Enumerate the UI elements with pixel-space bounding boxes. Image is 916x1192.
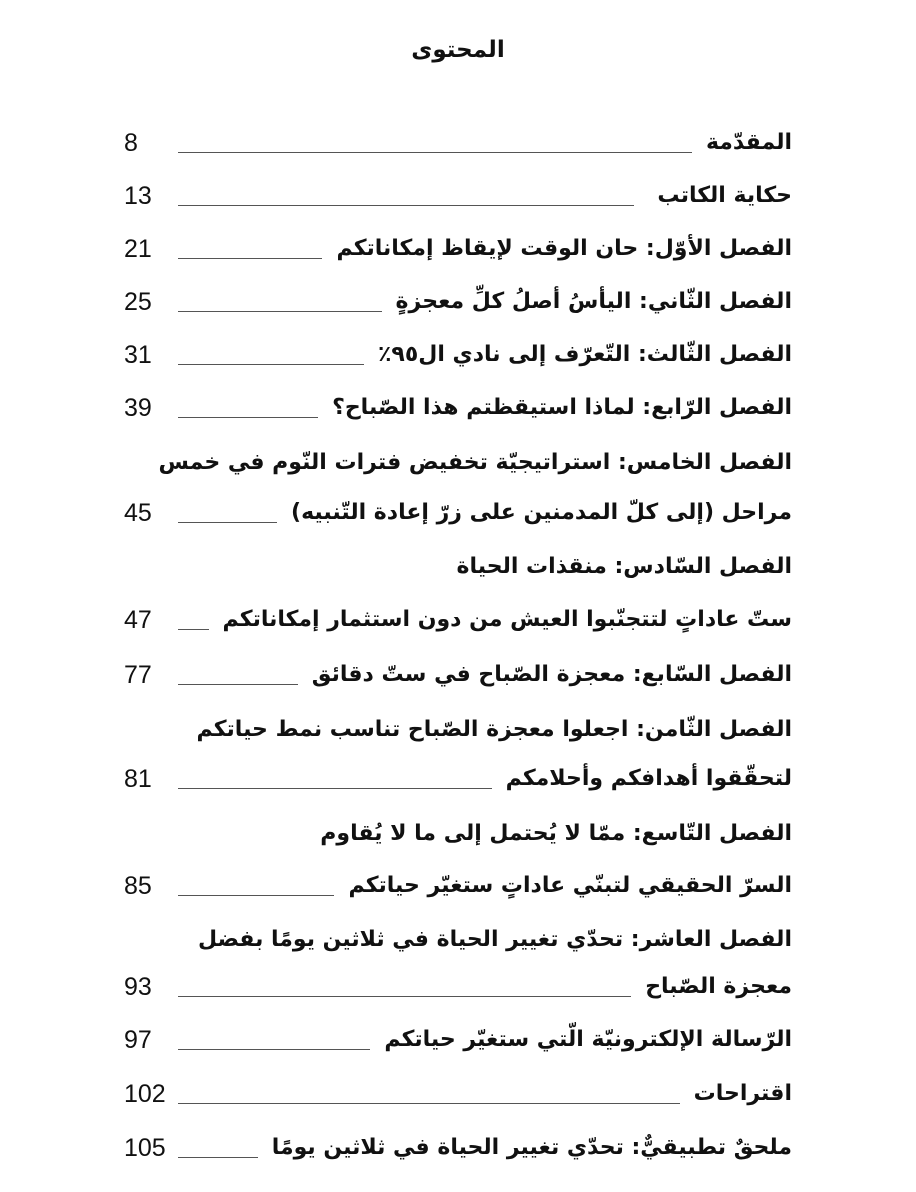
toc-entry-suggestions[interactable] [120,1072,792,1116]
leader-line [178,1157,258,1158]
leader-line [178,895,334,896]
leader-line [178,311,382,312]
leader-line [178,996,631,997]
page-number: 45 [124,499,152,527]
toc-entry-chapter-1[interactable] [120,227,792,271]
toc-entry-chapter-10-continuation[interactable] [120,965,792,1009]
entry-title-continuation: السرّ الحقيقي لتبنّي عاداتٍ ستغيّر حياتكم [348,873,792,898]
toc-entry-email[interactable] [120,1018,792,1062]
entry-title: الفصل الثّاني: اليأسُ أصلُ كلِّ معجزةٍ [395,289,792,314]
leader-line [178,364,364,365]
leader-line [178,522,277,523]
page-number: 81 [124,765,152,793]
page-number: 93 [124,973,152,1001]
toc-entry-appendix[interactable] [120,1126,792,1170]
page-number: 25 [124,288,152,316]
leader-line [178,417,318,418]
entry-title: الفصل الثّامن: اجعلوا معجزة الصّباح تناسب نمط حياتكم [196,717,792,742]
page-number: 8 [124,129,138,157]
leader-line [178,1049,370,1050]
entry-title: الفصل العاشر: تحدّي تغيير الحياة في ثلاثين يومًا بفضل [197,927,792,952]
page-number: 77 [124,661,152,689]
entry-title: ملحقٌ تطبيقيٌّ: تحدّي تغيير الحياة في ثلاثين يومًا [271,1135,792,1160]
toc-entry-chapter-9-continuation[interactable] [120,864,792,908]
toc-entry-chapter-4[interactable] [120,386,792,430]
entry-title: الفصل الخامس: استراتيجيّة تخفيض فترات النّوم في خمس [158,450,792,475]
page-number: 39 [124,394,152,422]
entry-title: الفصل الأوّل: حان الوقت لإيقاظ إمكاناتكم [336,236,792,261]
page-number: 13 [124,182,152,210]
page-title: المحتوى [411,37,505,63]
entry-title: الفصل الثّالث: التّعرّف إلى نادي ال٩٥٪ [377,342,792,367]
toc-entry-chapter-7[interactable] [120,653,792,697]
page-number: 21 [124,235,152,263]
toc-entry-chapter-8[interactable] [120,708,792,752]
entry-title-continuation: ستّ عاداتٍ لتتجنّبوا العيش من دون استثمار إمكاناتكم [222,607,792,632]
leader-line [178,684,298,685]
toc-entry-chapter-5[interactable] [120,441,792,485]
entry-title: المقدّمة [705,130,792,155]
toc-entry-chapter-6[interactable] [120,545,792,589]
leader-line [178,205,634,206]
entry-title-continuation: مراحل (إلى كلّ المدمنين على زرّ إعادة التّنبيه) [291,500,792,525]
toc-entry-chapter-6-continuation[interactable] [120,598,792,642]
toc-entry-chapter-9[interactable] [120,812,792,856]
leader-line [178,629,209,630]
entry-title: الرّسالة الإلكترونيّة الّتي ستغيّر حياتكم [384,1027,792,1052]
page-number: 105 [124,1134,166,1162]
page-number: 47 [124,606,152,634]
toc-entry-chapter-8-continuation[interactable] [120,757,792,801]
toc-entry-introduction[interactable] [120,121,792,165]
entry-title: الفصل الرّابع: لماذا استيقظتم هذا الصّباح؟ [332,395,792,420]
entry-title-continuation: معجزة الصّباح [645,974,792,999]
toc-entry-chapter-5-continuation[interactable] [120,491,792,535]
page-number: 97 [124,1026,152,1054]
leader-line [178,152,692,153]
entry-title: الفصل السّادس: منقذات الحياة [456,554,792,579]
entry-title: حكاية الكاتب [657,183,792,208]
leader-line [178,258,322,259]
entry-title: اقتراحات [693,1081,792,1106]
page-number: 31 [124,341,152,369]
toc-entry-chapter-3[interactable] [120,333,792,377]
leader-line [178,1103,680,1104]
page-number: 102 [124,1080,166,1108]
toc-entry-author-story[interactable] [120,174,792,218]
entry-title-continuation: لتحقّقوا أهدافكم وأحلامكم [505,766,792,791]
entry-title: الفصل السّابع: معجزة الصّباح في ستّ دقائق [311,662,792,687]
toc-entry-chapter-2[interactable] [120,280,792,324]
page-number: 85 [124,872,152,900]
entry-title: الفصل التّاسع: ممّا لا يُحتمل إلى ما لا يُقاوم [320,821,792,846]
leader-line [178,788,492,789]
toc-entry-chapter-10[interactable] [120,918,792,962]
